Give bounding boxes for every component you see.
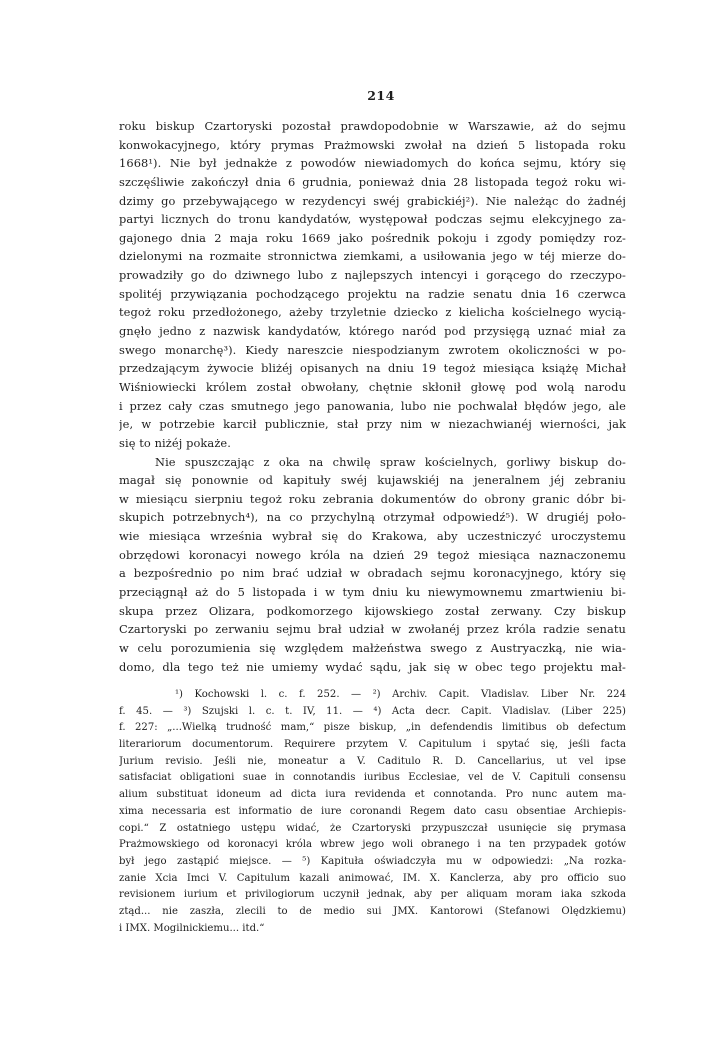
- footnote-line: Jurium revisio. Jeśli nie, moneatur a V. Caditulo R. D. Cancellarius, ut vel ipse: [119, 755, 626, 767]
- page-number: 214: [367, 88, 395, 103]
- body-line: swego monarchę³). Kiedy nareszcie niespodzianym zwrotem okoliczności w po-: [119, 342, 626, 357]
- footnote-line: xima necessaria est informatio de iure coronandi Regem dato casu obsentiae Archiepis-: [119, 805, 626, 817]
- footnote-line: ztąd... nie zaszła, zlecili to de medio sui JMX. Kantorowi (Stefanowi Olędzkiemu): [119, 905, 626, 917]
- footnote-line: f. 227: „...Wielką trudność mam,“ pisze biskup, „in defendendis limitibus ob defectum: [119, 722, 626, 734]
- footnote-line: alium substituat idoneum ad dicta iura revidenda et connotanda. Pro nunc autem ma-: [119, 789, 626, 801]
- footnote-line: Prażmowskiego od koronacyi króla wbrew jego woli obranego i na ten przypadek gotów: [119, 839, 626, 851]
- footnote-line: copi.“ Z ostatniego ustępu widać, że Czartoryski przypuszczał usunięcie się prymasa: [119, 822, 626, 834]
- footnote-line: był jego zastąpić miejsce. — ⁵) Kapituła oświadczyła mu w odpowiedzi: „Na rozka-: [119, 855, 626, 867]
- body-line: gajonego dnia 2 maja roku 1669 jako pośrednik pokoju i zgody pomiędzy roz-: [119, 230, 626, 245]
- body-line: szczęśliwie zakończył dnia 6 grudnia, ponieważ dnia 28 listopada tegoż roku wi-: [119, 174, 626, 189]
- footnote-line: f. 45. — ³) Szujski l. c. t. IV, 11. — ⁴) Acta decr. Capit. Vladislav. (Liber 225): [119, 705, 626, 717]
- body-line: domo, dla tego też nie umiemy wydać sądu, jak się w obec tego projektu mał-: [119, 659, 626, 674]
- body-line: w celu porozumienia się względem małżeństwa swego z Austryaczką, nie wia-: [119, 640, 626, 655]
- footnote-line: revisionem iurium et privilogiorum uczynił jednak, aby per aliquam moram iaka szkoda: [119, 889, 626, 901]
- body-line: prowadziły go do dziwnego lubo z najlepszych intencyi i gorącego do rzeczypo-: [119, 268, 626, 283]
- body-line: i przez cały czas smutnego jego panowania, lubo nie pochwalał błędów jego, ale: [119, 398, 626, 413]
- body-line: spolitéj przywiązania pochodzącego projektu na radzie senatu dnia 16 czerwca: [119, 286, 626, 301]
- footnote-line: literariorum documentorum. Requirere przytem V. Capitulum i spytać się, jeśli facta: [119, 739, 626, 751]
- body-line: dzimy go przebywającego w rezydencyi swéj grabickiéj²). Nie należąc do żadnéj: [119, 193, 626, 208]
- body-line: je, w potrzebie karcił publicznie, stał przy nim w niezachwianéj wierności, jak: [119, 417, 626, 432]
- footnote-line: ¹) Kochowski l. c. f. 252. — ²) Archiv. Capit. Vladislav. Liber Nr. 224: [175, 689, 626, 700]
- body-line: skupa przez Olizara, podkomorzego kijowskiego został zerwany. Czy biskup: [119, 603, 626, 618]
- body-text: [119, 117, 626, 676]
- body-line: obrzędowi koronacyi nowego króla na dzień 29 tegoż miesiąca naznaczonemu: [119, 547, 626, 562]
- body-line: w miesiącu sierpniu tegoż roku zebrania dokumentów do obrony granic dóbr bi-: [119, 491, 626, 506]
- body-line: a bezpośrednio po nim brać udział w obradach sejmu koronacyjnego, który się: [119, 566, 626, 581]
- body-line: dzielonymi na rozmaite stronnictwa ziemkami, a usiłowania jego w téj mierze do-: [119, 249, 626, 264]
- body-line: partyi licznych do tronu kandydatów, występował podczas sejmu elekcyjnego za-: [119, 212, 626, 227]
- body-line: tegoż roku przedłożonego, ażeby trzyletnie dziecko z kielicha kościelnego wycią-: [119, 305, 626, 320]
- body-line: przedzającym żywocie bliżéj opisanych na dniu 19 tegoż miesiąca książę Michał: [119, 361, 626, 376]
- footnote-line: satisfaciat obligationi suae in connotandis iuribus Ecclesiae, vel de V. Capituli consensu: [119, 772, 626, 784]
- footnotes: [119, 687, 626, 937]
- footnote-line: i IMX. Mogilnickiemu... itd.“: [119, 922, 265, 934]
- body-line: skupich potrzebnych⁴), na co przychylną otrzymał odpowiedź⁵). W drugiéj poło-: [119, 510, 626, 525]
- body-line: Czartoryski po zerwaniu sejmu brał udział w zwołanéj przez króla radzie senatu: [119, 622, 626, 637]
- body-line: magał się ponownie od kapituły swéj kujawskiéj na jeneralnem jéj zebraniu: [119, 473, 626, 488]
- footnote-line: zanie Xcia Imci V. Capitulum kazali animować, IM. X. Kanclerza, aby pro officio suo: [119, 872, 626, 884]
- paragraph-start-line: Nie spuszczając z oka na chwilę spraw kościelnych, gorliwy biskup do-: [155, 454, 626, 469]
- body-line: przeciągnął aż do 5 listopada i w tym dniu ku niewymownemu zmartwieniu bi-: [119, 585, 626, 600]
- body-line: konwokacyjnego, który prymas Prażmowski zwołał na dzień 5 listopada roku: [119, 137, 626, 152]
- paragraph-end-line: się to niżéj pokaże.: [119, 435, 231, 450]
- body-line: Wiśniowiecki królem został obwołany, chętnie skłonił głowę pod wolą narodu: [119, 379, 626, 394]
- body-line: gnęło jedno z nazwisk kandydatów, którego naród pod przysięgą uznać miał za: [119, 324, 626, 339]
- body-line: roku biskup Czartoryski pozostał prawdopodobnie w Warszawie, aż do sejmu: [119, 119, 626, 133]
- body-line: wie miesiąca września wybrał się do Krakowa, aby uczestniczyć uroczystemu: [119, 529, 626, 544]
- body-line: 1668¹). Nie był jednakże z powodów niewiadomych do końca sejmu, który się: [119, 156, 626, 171]
